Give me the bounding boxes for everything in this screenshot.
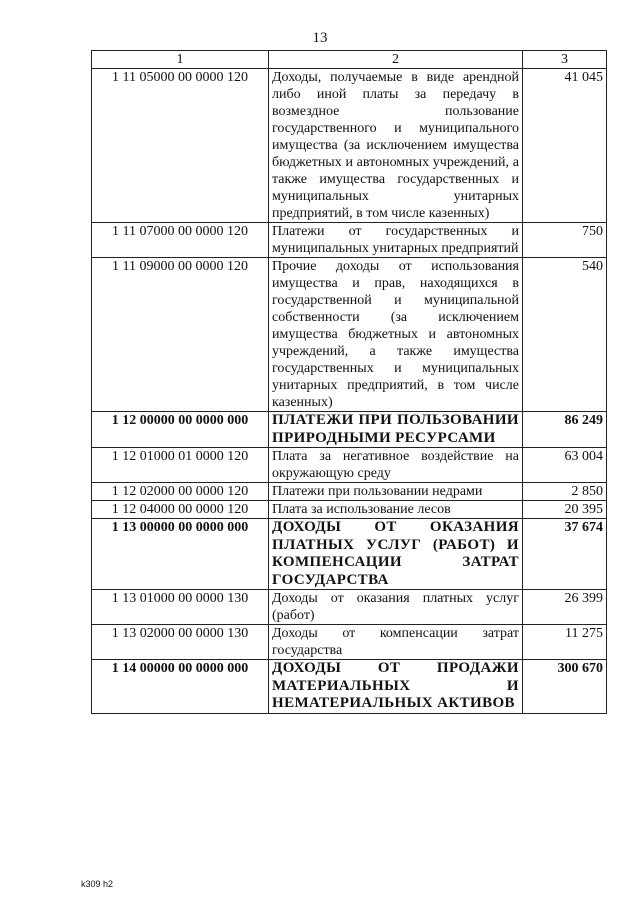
column-header-1: 1 bbox=[92, 51, 269, 69]
table-row bbox=[92, 223, 607, 258]
document-reference: k309 h2 bbox=[81, 879, 114, 889]
row-description: Платежи при пользовании недрами bbox=[269, 483, 523, 501]
row-code: 1 13 01000 00 0000 130 bbox=[92, 590, 269, 625]
row-amount: 11 275 bbox=[523, 625, 607, 660]
row-amount: 300 670 bbox=[523, 660, 607, 714]
table-row bbox=[92, 448, 607, 483]
column-header-2: 2 bbox=[269, 51, 523, 69]
table-row bbox=[92, 258, 607, 412]
row-amount: 26 399 bbox=[523, 590, 607, 625]
row-description: Плата за негативное воздействие на окружающую среду bbox=[269, 448, 523, 483]
row-code: 1 11 07000 00 0000 120 bbox=[92, 223, 269, 258]
row-amount: 2 850 bbox=[523, 483, 607, 501]
row-code: 1 13 00000 00 0000 000 bbox=[92, 519, 269, 590]
row-description: ПЛАТЕЖИ ПРИ ПОЛЬЗОВАНИИ ПРИРОДНЫМИ РЕСУРСАМИ bbox=[269, 412, 523, 448]
row-code: 1 13 02000 00 0000 130 bbox=[92, 625, 269, 660]
row-description: Платежи от государственных и муниципальных унитарных предприятий bbox=[269, 223, 523, 258]
row-code: 1 11 09000 00 0000 120 bbox=[92, 258, 269, 412]
row-description: Прочие доходы от использования имущества и прав, находящихся в государственной и муниципальной собственности (за исключением имущества бюджетных и автономных учреждений, а также имущества государственных и муниципальных унитарных предприятий, в том числе казенных) bbox=[269, 258, 523, 412]
row-amount: 86 249 bbox=[523, 412, 607, 448]
table-row bbox=[92, 625, 607, 660]
table-row bbox=[92, 412, 607, 448]
table-row bbox=[92, 590, 607, 625]
row-code: 1 14 00000 00 0000 000 bbox=[92, 660, 269, 714]
table-row bbox=[92, 483, 607, 501]
row-amount: 63 004 bbox=[523, 448, 607, 483]
row-amount: 20 395 bbox=[523, 501, 607, 519]
table-header-row bbox=[92, 51, 607, 69]
column-header-3: 3 bbox=[523, 51, 607, 69]
row-code: 1 11 05000 00 0000 120 bbox=[92, 69, 269, 223]
row-code: 1 12 04000 00 0000 120 bbox=[92, 501, 269, 519]
row-code: 1 12 00000 00 0000 000 bbox=[92, 412, 269, 448]
table-row bbox=[92, 69, 607, 223]
row-description: Доходы от компенсации затрат государства bbox=[269, 625, 523, 660]
row-amount: 41 045 bbox=[523, 69, 607, 223]
row-description: Доходы, получаемые в виде арендной либо иной платы за передачу в возмездное пользование государственного и муниципального имущества (за исключением имущества бюджетных и автономных учреждений, а также имущества государственных и муниципальных унитарных предприятий, в том числе казенных) bbox=[269, 69, 523, 223]
row-description: ДОХОДЫ ОТ ОКАЗАНИЯ ПЛАТНЫХ УСЛУГ (РАБОТ) И КОМПЕНСАЦИИ ЗАТРАТ ГОСУДАРСТВА bbox=[269, 519, 523, 590]
row-amount: 750 bbox=[523, 223, 607, 258]
row-description: Плата за использование лесов bbox=[269, 501, 523, 519]
page-number: 13 bbox=[312, 30, 328, 46]
table-row bbox=[92, 519, 607, 590]
table-row bbox=[92, 660, 607, 714]
row-description: ДОХОДЫ ОТ ПРОДАЖИ МАТЕРИАЛЬНЫХ И НЕМАТЕРИАЛЬНЫХ АКТИВОВ bbox=[269, 660, 523, 714]
table-body bbox=[92, 69, 607, 714]
row-code: 1 12 01000 01 0000 120 bbox=[92, 448, 269, 483]
row-code: 1 12 02000 00 0000 120 bbox=[92, 483, 269, 501]
row-amount: 37 674 bbox=[523, 519, 607, 590]
row-description: Доходы от оказания платных услуг (работ) bbox=[269, 590, 523, 625]
budget-table bbox=[91, 50, 607, 714]
row-amount: 540 bbox=[523, 258, 607, 412]
table-row bbox=[92, 501, 607, 519]
